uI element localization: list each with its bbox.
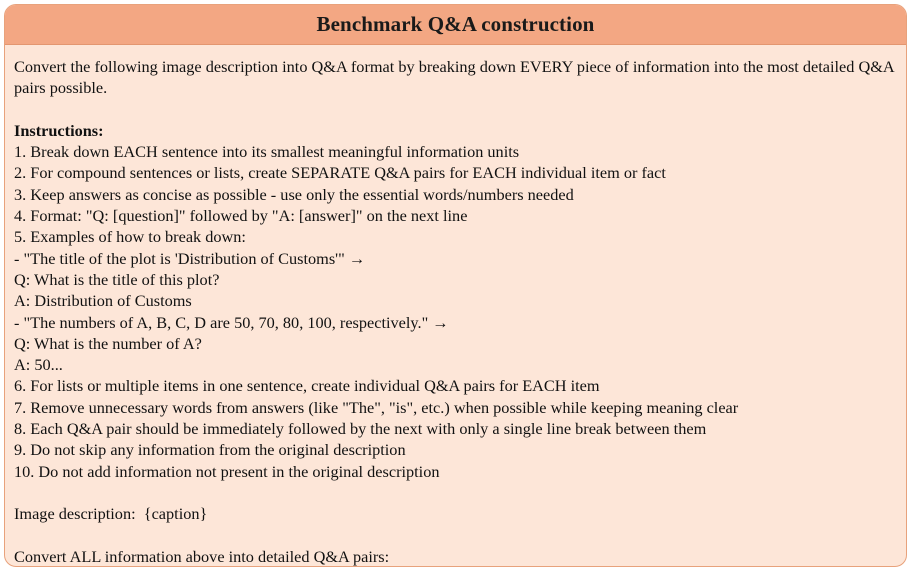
card-header (5, 5, 906, 45)
instruction-line: 3. Keep answers as concise as possible - use only the essential words/numbers needed (14, 184, 574, 204)
card-body (5, 45, 906, 567)
example-line: Q: What is the title of this plot? (14, 269, 220, 289)
instructions-heading: Instructions: (14, 120, 104, 140)
example-line: A: Distribution of Customs (14, 291, 192, 311)
instruction-line: 7. Remove unnecessary words from answers (like "The", "is", etc.) when possible while keeping meaning clear (14, 397, 739, 417)
instruction-line: 10. Do not add information not present in the original description (14, 461, 440, 481)
instruction-line: 5. Examples of how to break down: (14, 227, 246, 247)
prompt-card (4, 4, 907, 567)
example-line: - "The numbers of A, B, C, D are 50, 70, 80, 100, respectively." → (14, 312, 449, 332)
image-description-line: Image description: {caption} (14, 504, 208, 524)
card-title: Benchmark Q&A construction (316, 12, 595, 36)
example-line: Q: What is the number of A? (14, 333, 202, 353)
example-line: A: 50... (14, 355, 63, 375)
instruction-line: 2. For compound sentences or lists, create SEPARATE Q&A pairs for EACH individual item or fact (14, 163, 666, 183)
instruction-line: 6. For lists or multiple items in one sentence, create individual Q&A pairs for EACH item (14, 376, 600, 396)
instruction-line: 9. Do not skip any information from the original description (14, 440, 406, 460)
instruction-line: 1. Break down EACH sentence into its smallest meaningful information units (14, 142, 520, 162)
spacer (14, 482, 896, 503)
example-line: - "The title of the plot is 'Distribution of Customs'" → (14, 248, 366, 268)
intro-paragraph: Convert the following image description into Q&A format by breaking down EVERY piece of information into the most detailed Q&A pairs possible. (14, 57, 894, 98)
spacer (14, 525, 896, 546)
instruction-line: 4. Format: "Q: [question]" followed by "A: [answer]" on the next line (14, 206, 468, 226)
closing-line: Convert ALL information above into detailed Q&A pairs: (14, 546, 390, 566)
instruction-line: 8. Each Q&A pair should be immediately followed by the next with only a single line break between them (14, 419, 707, 439)
spacer (14, 99, 896, 120)
